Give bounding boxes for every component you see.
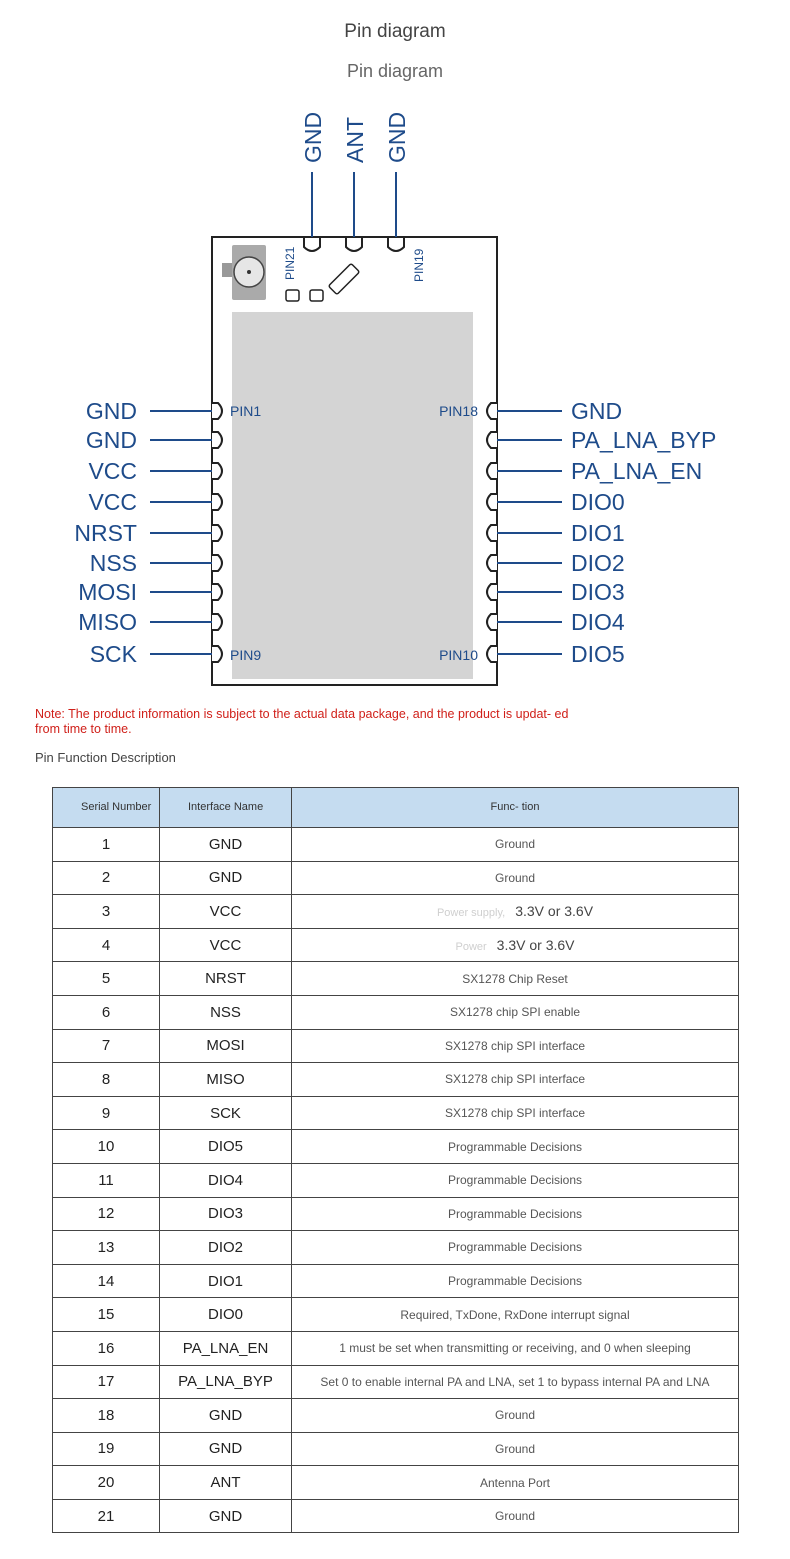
interface-name-cell: NRST [160,962,292,996]
serial-number-cell: 9 [53,1096,160,1130]
table-body [53,828,739,1533]
table-row [53,861,739,895]
table-row [53,1298,739,1332]
function-cell [292,962,739,996]
section-title: Pin Function Description [35,750,176,765]
function-text: SX1278 chip SPI interface [444,1038,586,1053]
function-cell [292,1331,739,1365]
table-row [53,1432,739,1466]
pin21-marker: PIN21 [283,246,297,280]
left-pin-pad [212,614,222,630]
right-pin-label: DIO4 [571,609,625,635]
left-pin-label: NSS [89,550,137,576]
interface-name-cell: GND [160,861,292,895]
interface-name-cell: GND [160,1399,292,1433]
left-pin-pad [212,555,222,571]
ufl-connector-tab [222,263,232,277]
function-cell [292,1096,739,1130]
function-text: Ground [494,1509,536,1524]
function-prefix: Power supply, [436,907,506,920]
function-cell [292,1432,739,1466]
right-pin-label: DIO3 [571,579,625,605]
table-row [53,962,739,996]
interface-name-cell: PA_LNA_EN [160,1331,292,1365]
table-row [53,1163,739,1197]
pin10-marker: PIN10 [439,647,478,663]
serial-number-cell: 4 [53,928,160,962]
function-text: Programmable Decisions [447,1139,583,1154]
serial-number-cell: 15 [53,1298,160,1332]
left-pin-pad [212,432,222,448]
right-pin-pad [487,646,497,662]
right-pin-pad [487,584,497,600]
function-text: Antenna Port [479,1475,551,1490]
pin-function-table [52,787,739,1533]
right-pin-pad [487,432,497,448]
page-title: Pin diagram [344,21,446,42]
shield-can [232,312,473,679]
serial-number-cell: 7 [53,1029,160,1063]
function-cell [292,1231,739,1265]
left-pin-label: GND [85,427,137,453]
serial-number-cell: 21 [53,1499,160,1533]
table-row [53,895,739,929]
function-cell [292,1365,739,1399]
function-text: Ground [494,1408,536,1423]
interface-name-cell: NSS [160,995,292,1029]
function-cell [292,1499,739,1533]
serial-number-cell: 20 [53,1466,160,1500]
function-cell [292,1063,739,1097]
left-pin-label: NRST [74,520,137,546]
top-pin-label: GND [384,111,410,163]
interface-name-cell: VCC [160,895,292,929]
left-pin-label: SCK [89,641,137,667]
function-cell [292,995,739,1029]
function-cell [292,1298,739,1332]
function-cell [292,928,739,962]
pin9-marker: PIN9 [230,647,262,663]
interface-name-cell: VCC [160,928,292,962]
table-row [53,1096,739,1130]
serial-number-cell: 5 [53,962,160,996]
serial-number-cell: 14 [53,1264,160,1298]
right-pin-pad [487,494,497,510]
serial-number-cell: 2 [53,861,160,895]
interface-name-cell: DIO5 [160,1130,292,1164]
table-row [53,1029,739,1063]
function-text: Programmable Decisions [447,1173,583,1188]
left-pin-label: MISO [78,609,137,635]
function-text: Programmable Decisions [447,1206,583,1221]
right-pin-label: PA_LNA_EN [571,458,703,484]
table-row [53,1399,739,1433]
right-pin-pad [487,525,497,541]
serial-number-cell: 1 [53,828,160,862]
top-pin-label: GND [300,111,326,163]
right-pin-pad [487,614,497,630]
interface-name-cell: DIO2 [160,1231,292,1265]
serial-number-cell: 13 [53,1231,160,1265]
interface-name-cell: DIO4 [160,1163,292,1197]
interface-name-cell: PA_LNA_BYP [160,1365,292,1399]
function-cell [292,1029,739,1063]
right-pin-label: PA_LNA_BYP [571,427,717,453]
serial-number-cell: 17 [53,1365,160,1399]
interface-name-cell: DIO3 [160,1197,292,1231]
left-pin-label: VCC [88,458,137,484]
table-row [53,1063,739,1097]
smd-pad [310,290,323,301]
table-row [53,1466,739,1500]
header-serial-number: Serial Number [53,788,160,828]
serial-number-cell: 11 [53,1163,160,1197]
left-pin-label: MOSI [78,579,137,605]
pin1-marker: PIN1 [230,403,262,419]
table-row [53,1331,739,1365]
function-text: Programmable Decisions [447,1274,583,1289]
table-row [53,1130,739,1164]
right-pin-pad [487,403,497,419]
function-cell [292,828,739,862]
function-text: SX1278 chip SPI enable [449,1005,581,1020]
function-text: SX1278 chip SPI interface [444,1106,586,1121]
interface-name-cell: SCK [160,1096,292,1130]
ufl-connector-pin [247,270,251,274]
function-text: SX1278 chip SPI interface [444,1072,586,1087]
serial-number-cell: 6 [53,995,160,1029]
function-cell [292,1399,739,1433]
serial-number-cell: 10 [53,1130,160,1164]
table-row [53,1231,739,1265]
function-cell [292,861,739,895]
function-cell [292,1163,739,1197]
serial-number-cell: 3 [53,895,160,929]
function-cell [292,895,739,929]
table-header-row [53,788,739,828]
left-pin-pad [212,463,222,479]
interface-name-cell: DIO1 [160,1264,292,1298]
function-text: SX1278 Chip Reset [462,971,568,986]
interface-name-cell: MOSI [160,1029,292,1063]
table-row [53,1499,739,1533]
right-pin-label: DIO1 [571,520,625,546]
table-row [53,1264,739,1298]
left-pin-pad [212,494,222,510]
table-row [53,1197,739,1231]
serial-number-cell: 18 [53,1399,160,1433]
table-row [53,828,739,862]
header-function: Func- tion [292,788,739,828]
function-text: Set 0 to enable internal PA and LNA, set 1 to bypass internal PA and LNA [320,1374,710,1389]
interface-name-cell: GND [160,1432,292,1466]
right-pin-pad [487,463,497,479]
left-pin-label: GND [85,398,137,424]
serial-number-cell: 8 [53,1063,160,1097]
function-cell [292,1264,739,1298]
function-text: 1 must be set when transmitting or receiving, and 0 when sleeping [339,1341,691,1356]
left-pin-pad [212,525,222,541]
function-text: Programmable Decisions [447,1240,583,1255]
function-cell [292,1197,739,1231]
function-text: 3.3V or 3.6V [515,903,594,920]
interface-name-cell: ANT [160,1466,292,1500]
right-pin-label: DIO5 [571,641,625,667]
disclaimer-note: Note: The product information is subject to the actual data package, and the product is updat- ed from time to time. [35,707,569,736]
serial-number-cell: 16 [53,1331,160,1365]
right-pin-pad [487,555,497,571]
diagram-subtitle: Pin diagram [346,61,444,81]
function-cell [292,1466,739,1500]
serial-number-cell: 12 [53,1197,160,1231]
left-pin-pad [212,403,222,419]
table-row [53,995,739,1029]
pin-diagram [0,100,790,700]
function-text: Ground [494,870,536,885]
top-pin-label: ANT [342,117,368,163]
interface-name-cell: MISO [160,1063,292,1097]
table-row [53,928,739,962]
left-pin-label: VCC [88,489,137,515]
right-pin-label: DIO0 [571,489,625,515]
left-pin-pad [212,584,222,600]
left-pin-pad [212,646,222,662]
function-prefix: Power [455,941,487,954]
interface-name-cell: GND [160,828,292,862]
function-text: Ground [494,1441,536,1456]
function-text: 3.3V or 3.6V [496,937,575,954]
function-text: Required, TxDone, RxDone interrupt signal [400,1307,630,1322]
interface-name-cell: GND [160,1499,292,1533]
interface-name-cell: DIO0 [160,1298,292,1332]
pin18-marker: PIN18 [439,403,478,419]
table-row [53,1365,739,1399]
header-interface-name: Interface Name [160,788,292,828]
function-cell [292,1130,739,1164]
function-text: Ground [494,837,536,852]
smd-pad [286,290,299,301]
serial-number-cell: 19 [53,1432,160,1466]
right-pin-label: DIO2 [571,550,625,576]
right-pin-label: GND [571,398,623,424]
pin19-marker: PIN19 [412,248,426,282]
